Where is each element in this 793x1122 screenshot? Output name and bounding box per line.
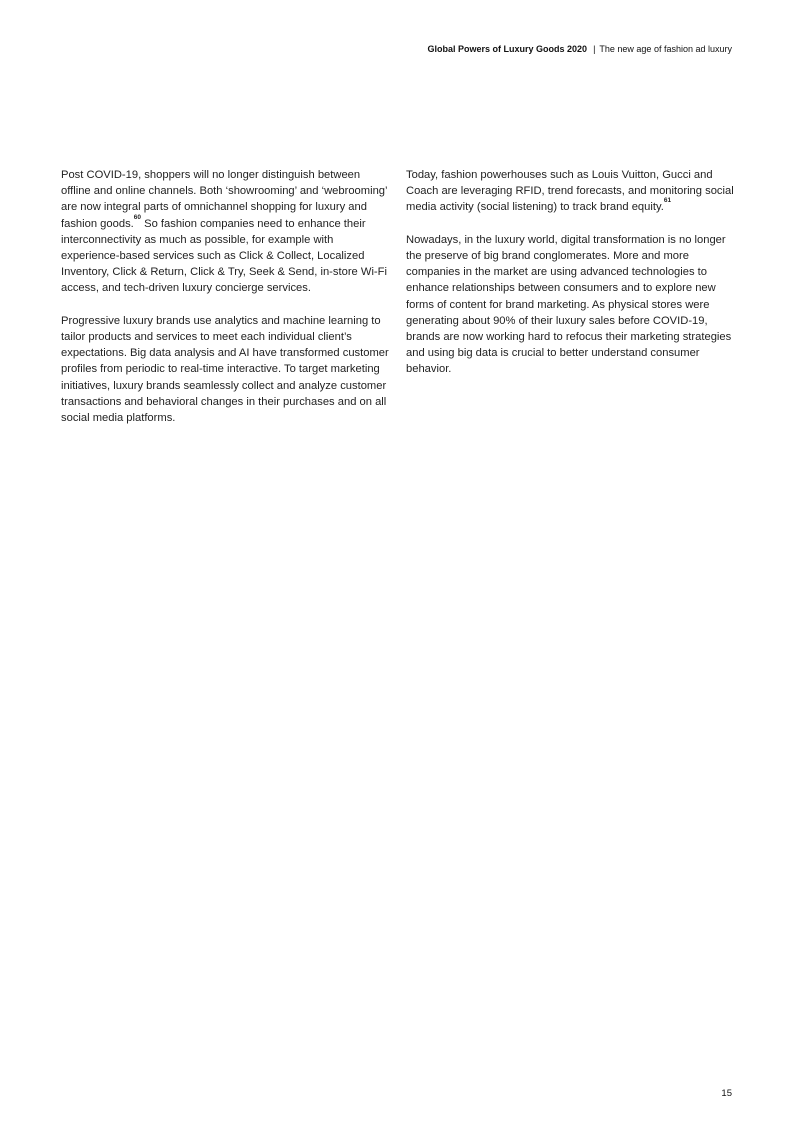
header-separator: | (593, 44, 596, 54)
paragraph-text: So fashion companies need to enhance their interconnectivity as much as possible, for example with experience-based services such as Click & Collect, Localized Inventory, Click & Return, Click & Try, Seek & Send, in-store Wi-Fi access, and tech-driven luxury concierge services. (61, 217, 387, 295)
page-number: 15 (721, 1088, 732, 1099)
paragraph-digital-transformation: Nowadays, in the luxury world, digital transformation is no longer the preserve of big brand conglomerates. More and more companies in the market are using advanced technologies to enhance relationships between consumers and to explore new forms of content for brand marketing. As physical stores were generating about 90% of their luxury sales before COVID-19, brands are now working hard to refocus their marketing strategies and using big data is crucial to better understand consumer behavior. (406, 233, 732, 376)
paragraph-fashion-powerhouses (406, 167, 734, 216)
right-column (406, 167, 734, 394)
footnote-ref-61: 61 (663, 197, 672, 205)
left-column (61, 167, 389, 442)
paragraph-analytics: Progressive luxury brands use analytics and machine learning to tailor products and services to meet each individual client’s expectations. Big data analysis and AI have transformed customer profiles from periodic to real-time interactive. To target marketing initiatives, luxury brands seamlessly collect and analyze customer transactions and behavioral changes in their purchases and on all social media platforms. (61, 314, 389, 425)
section-subtitle: The new age of fashion ad luxury (599, 44, 732, 54)
running-header (428, 44, 732, 54)
paragraph-omnichannel (61, 167, 389, 297)
report-title: Global Powers of Luxury Goods 2020 (427, 44, 588, 54)
footnote-ref-60: 60 (133, 213, 142, 221)
paragraph-text: Today, fashion powerhouses such as Louis Vuitton, Gucci and Coach are leveraging RFID, trend forecasts, and monitoring social media activity (social listening) to track brand equity. (406, 169, 734, 214)
paragraph-text: Post COVID-19, shoppers will no longer distinguish between offline and online channels. Both ‘showrooming’ and ‘webrooming’ are now integral parts of omnichannel shopping for luxury and fashion goods. (61, 169, 388, 230)
